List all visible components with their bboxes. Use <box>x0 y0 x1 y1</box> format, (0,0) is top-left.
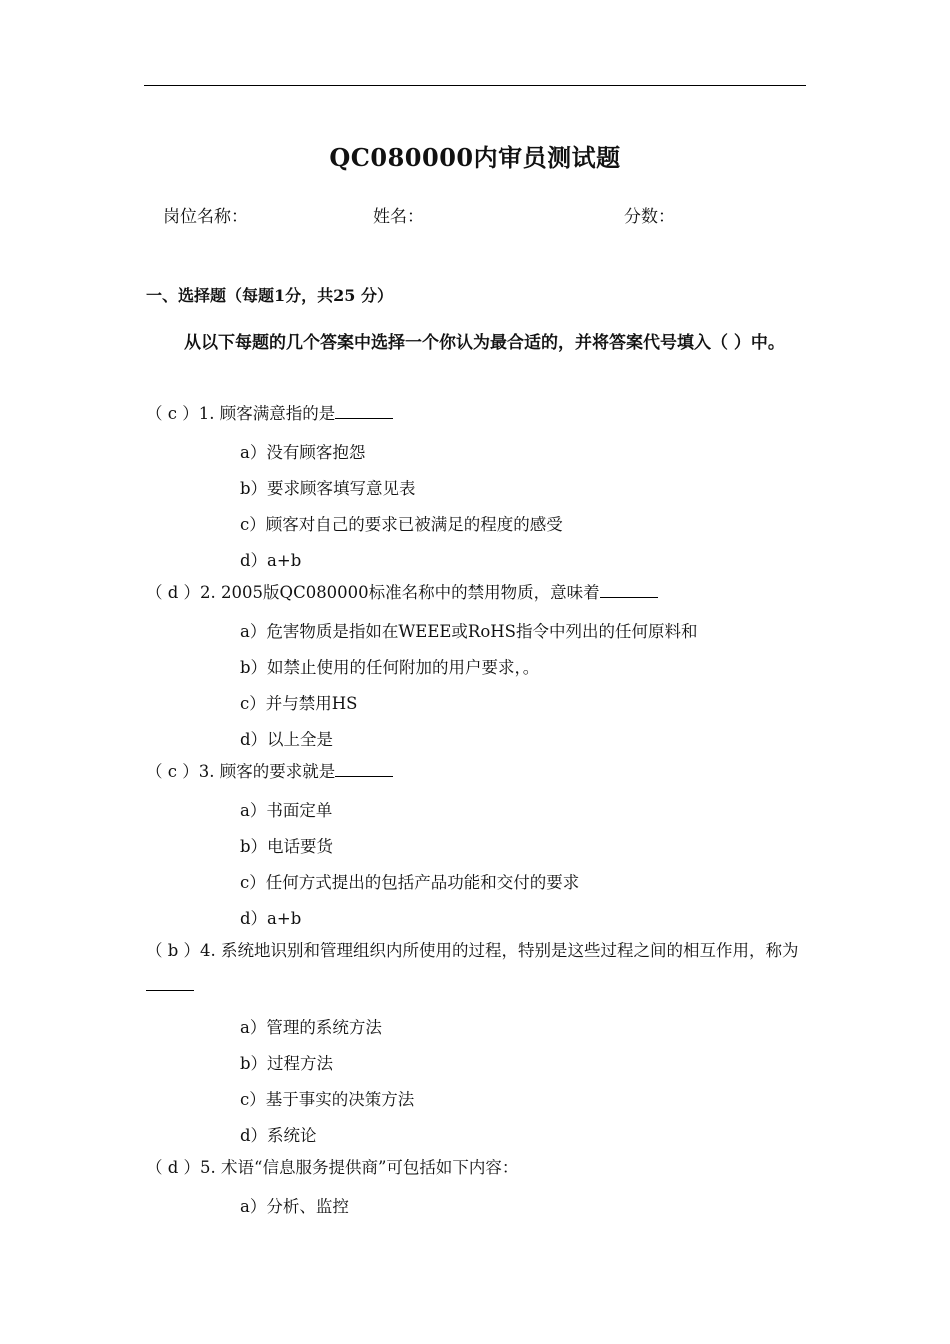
answer-blank <box>600 583 658 598</box>
option: d）以上全是 <box>240 730 334 749</box>
option: c）基于事实的决策方法 <box>240 1090 415 1109</box>
question-text: 术语“信息服务提供商”可包括如下内容： <box>221 1158 519 1177</box>
question-text: 顾客满意指的是 <box>219 404 336 423</box>
option: a）没有顾客抱怨 <box>240 443 366 462</box>
option: a）危害物质是指如在WEEE或RoHS指令中列出的任何原料和 <box>240 622 698 641</box>
option: a）管理的系统方法 <box>240 1018 382 1037</box>
answer-blank <box>335 762 393 777</box>
option: a）分析、监控 <box>240 1197 349 1216</box>
answer-prefix: （ c ）1. <box>146 404 215 423</box>
option: c）任何方式提出的包括产品功能和交付的要求 <box>240 873 580 892</box>
option: b）过程方法 <box>240 1054 334 1073</box>
answer-prefix: （ d ）2. <box>146 583 216 602</box>
position-field-label: 岗位名称： <box>163 207 248 227</box>
section-instruction: 从以下每题的几个答案中选择一个你认为最合适的，并将答案代号填入（ ）中。 <box>184 333 785 353</box>
answer-prefix: （ b ）4. <box>146 941 216 960</box>
document-title: QC080000内审员测试题 <box>329 143 621 172</box>
question-3 <box>146 754 808 789</box>
answer-prefix: （ c ）3. <box>146 762 215 781</box>
question-5 <box>146 1150 808 1185</box>
question-text: 顾客的要求就是 <box>219 762 336 781</box>
header-rule <box>144 85 806 86</box>
question-2 <box>146 575 808 610</box>
name-field-label: 姓名： <box>373 207 424 227</box>
option: d）a+b <box>240 909 302 928</box>
option: d）系统论 <box>240 1126 317 1145</box>
option: b）如禁止使用的任何附加的用户要求，。 <box>240 658 540 677</box>
option: a）书面定单 <box>240 801 333 820</box>
question-1 <box>146 396 808 431</box>
question-text: 2005版QC080000标准名称中的禁用物质，意味着 <box>221 583 600 602</box>
option: c）顾客对自己的要求已被满足的程度的感受 <box>240 515 563 534</box>
option: b）电话要货 <box>240 837 334 856</box>
answer-prefix: （ d ）5. <box>146 1158 216 1177</box>
score-field-label: 分数： <box>624 207 675 227</box>
option: c）并与禁用HS <box>240 694 358 713</box>
answer-blank <box>146 976 194 991</box>
section-heading: 一、选择题（每题1分，共25 分） <box>146 286 393 305</box>
answer-blank <box>335 404 393 419</box>
question-text: 系统地识别和管理组织内所使用的过程，特别是这些过程之间的相互作用，称为 <box>221 941 799 960</box>
question-4 <box>146 933 808 1003</box>
option: b）要求顾客填写意见表 <box>240 479 416 498</box>
option: d）a+b <box>240 551 302 570</box>
